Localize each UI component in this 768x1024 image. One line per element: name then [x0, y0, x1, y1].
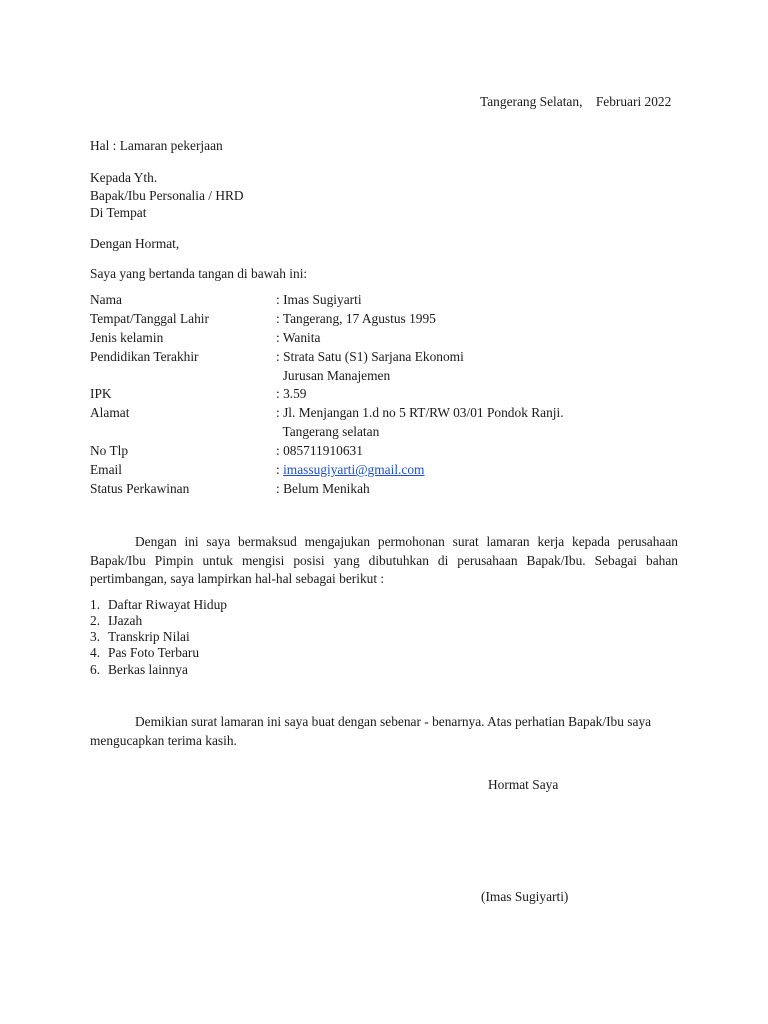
email-link[interactable]: imassugiyarti@gmail.com — [283, 462, 425, 477]
list-item — [90, 613, 142, 630]
recipient-line: Bapak/Ibu Personalia / HRD — [90, 188, 244, 203]
identity-label: Tempat/Tanggal Lahir — [90, 311, 209, 326]
identity-label: Status Perkawinan — [90, 481, 190, 496]
closing-line: mengucapkan terima kasih. — [90, 733, 237, 748]
list-text: Pas Foto Terbaru — [108, 645, 200, 660]
identity-value: Tangerang selatan — [276, 424, 380, 439]
greeting: Dengan Hormat, — [90, 236, 180, 251]
recipient-line: Di Tempat — [90, 205, 147, 220]
identity-value: : Belum Menikah — [276, 481, 370, 496]
identity-value: : Jl. Menjangan 1.d no 5 RT/RW 03/01 Pondok Ranji. — [276, 405, 564, 420]
identity-value: : Imas Sugiyarti — [276, 292, 362, 307]
identity-value — [276, 461, 424, 479]
list-text: Daftar Riwayat Hidup — [108, 597, 227, 612]
list-item — [90, 662, 188, 679]
list-text: Transkrip Nilai — [108, 629, 190, 644]
list-number: 3. — [90, 629, 101, 644]
identity-label: Pendidikan Terakhir — [90, 349, 199, 364]
identity-value: : Strata Satu (S1) Sarjana Ekonomi — [276, 349, 464, 364]
subject-line: Hal : Lamaran pekerjaan — [90, 138, 223, 153]
list-number: 2. — [90, 613, 101, 628]
body-line: pertimbangan, saya lampirkan hal-hal sebagai berikut : — [90, 571, 385, 586]
list-number: 1. — [90, 597, 101, 612]
list-number: 4. — [90, 645, 101, 660]
identity-label: No Tlp — [90, 443, 129, 458]
body-line: Bapak/Ibu Pimpin untuk mengisi posisi yang dibutuhkan di perusahaan Bapak/Ibu. Sebagai bahan — [90, 552, 678, 568]
list-text: Berkas lainnya — [108, 662, 188, 677]
body-line: Dengan ini saya bermaksud mengajukan permohonan surat lamaran kerja kepada perusahaan — [135, 534, 678, 549]
identity-value: : Wanita — [276, 330, 321, 345]
identity-label: IPK — [90, 386, 112, 401]
signoff: Hormat Saya — [488, 777, 559, 792]
identity-label: Alamat — [90, 405, 130, 420]
identity-value: : Tangerang, 17 Agustus 1995 — [276, 311, 436, 326]
identity-label: Email — [90, 462, 122, 477]
email-prefix: : — [276, 462, 284, 477]
identity-label: Jenis kelamin — [90, 330, 164, 345]
closing-line: Demikian surat lamaran ini saya buat dengan sebenar - benarnya. Atas perhatian Bapak/Ibu saya — [135, 714, 652, 729]
signature-name: (Imas Sugiyarti) — [481, 889, 569, 904]
identity-value: : 085711910631 — [276, 443, 363, 458]
intro-line: Saya yang bertanda tangan di bawah ini: — [90, 266, 308, 281]
body-paragraph — [90, 533, 678, 589]
list-item — [90, 597, 227, 614]
place-date: Tangerang Selatan, Februari 2022 — [480, 94, 672, 109]
identity-value: Jurusan Manajemen — [276, 368, 391, 383]
list-text: IJazah — [108, 613, 143, 628]
list-item — [90, 629, 190, 646]
list-number: 6. — [90, 662, 101, 677]
identity-label: Nama — [90, 292, 122, 307]
recipient-line: Kepada Yth. — [90, 170, 158, 185]
identity-value: : 3.59 — [276, 386, 307, 401]
list-item — [90, 645, 199, 662]
